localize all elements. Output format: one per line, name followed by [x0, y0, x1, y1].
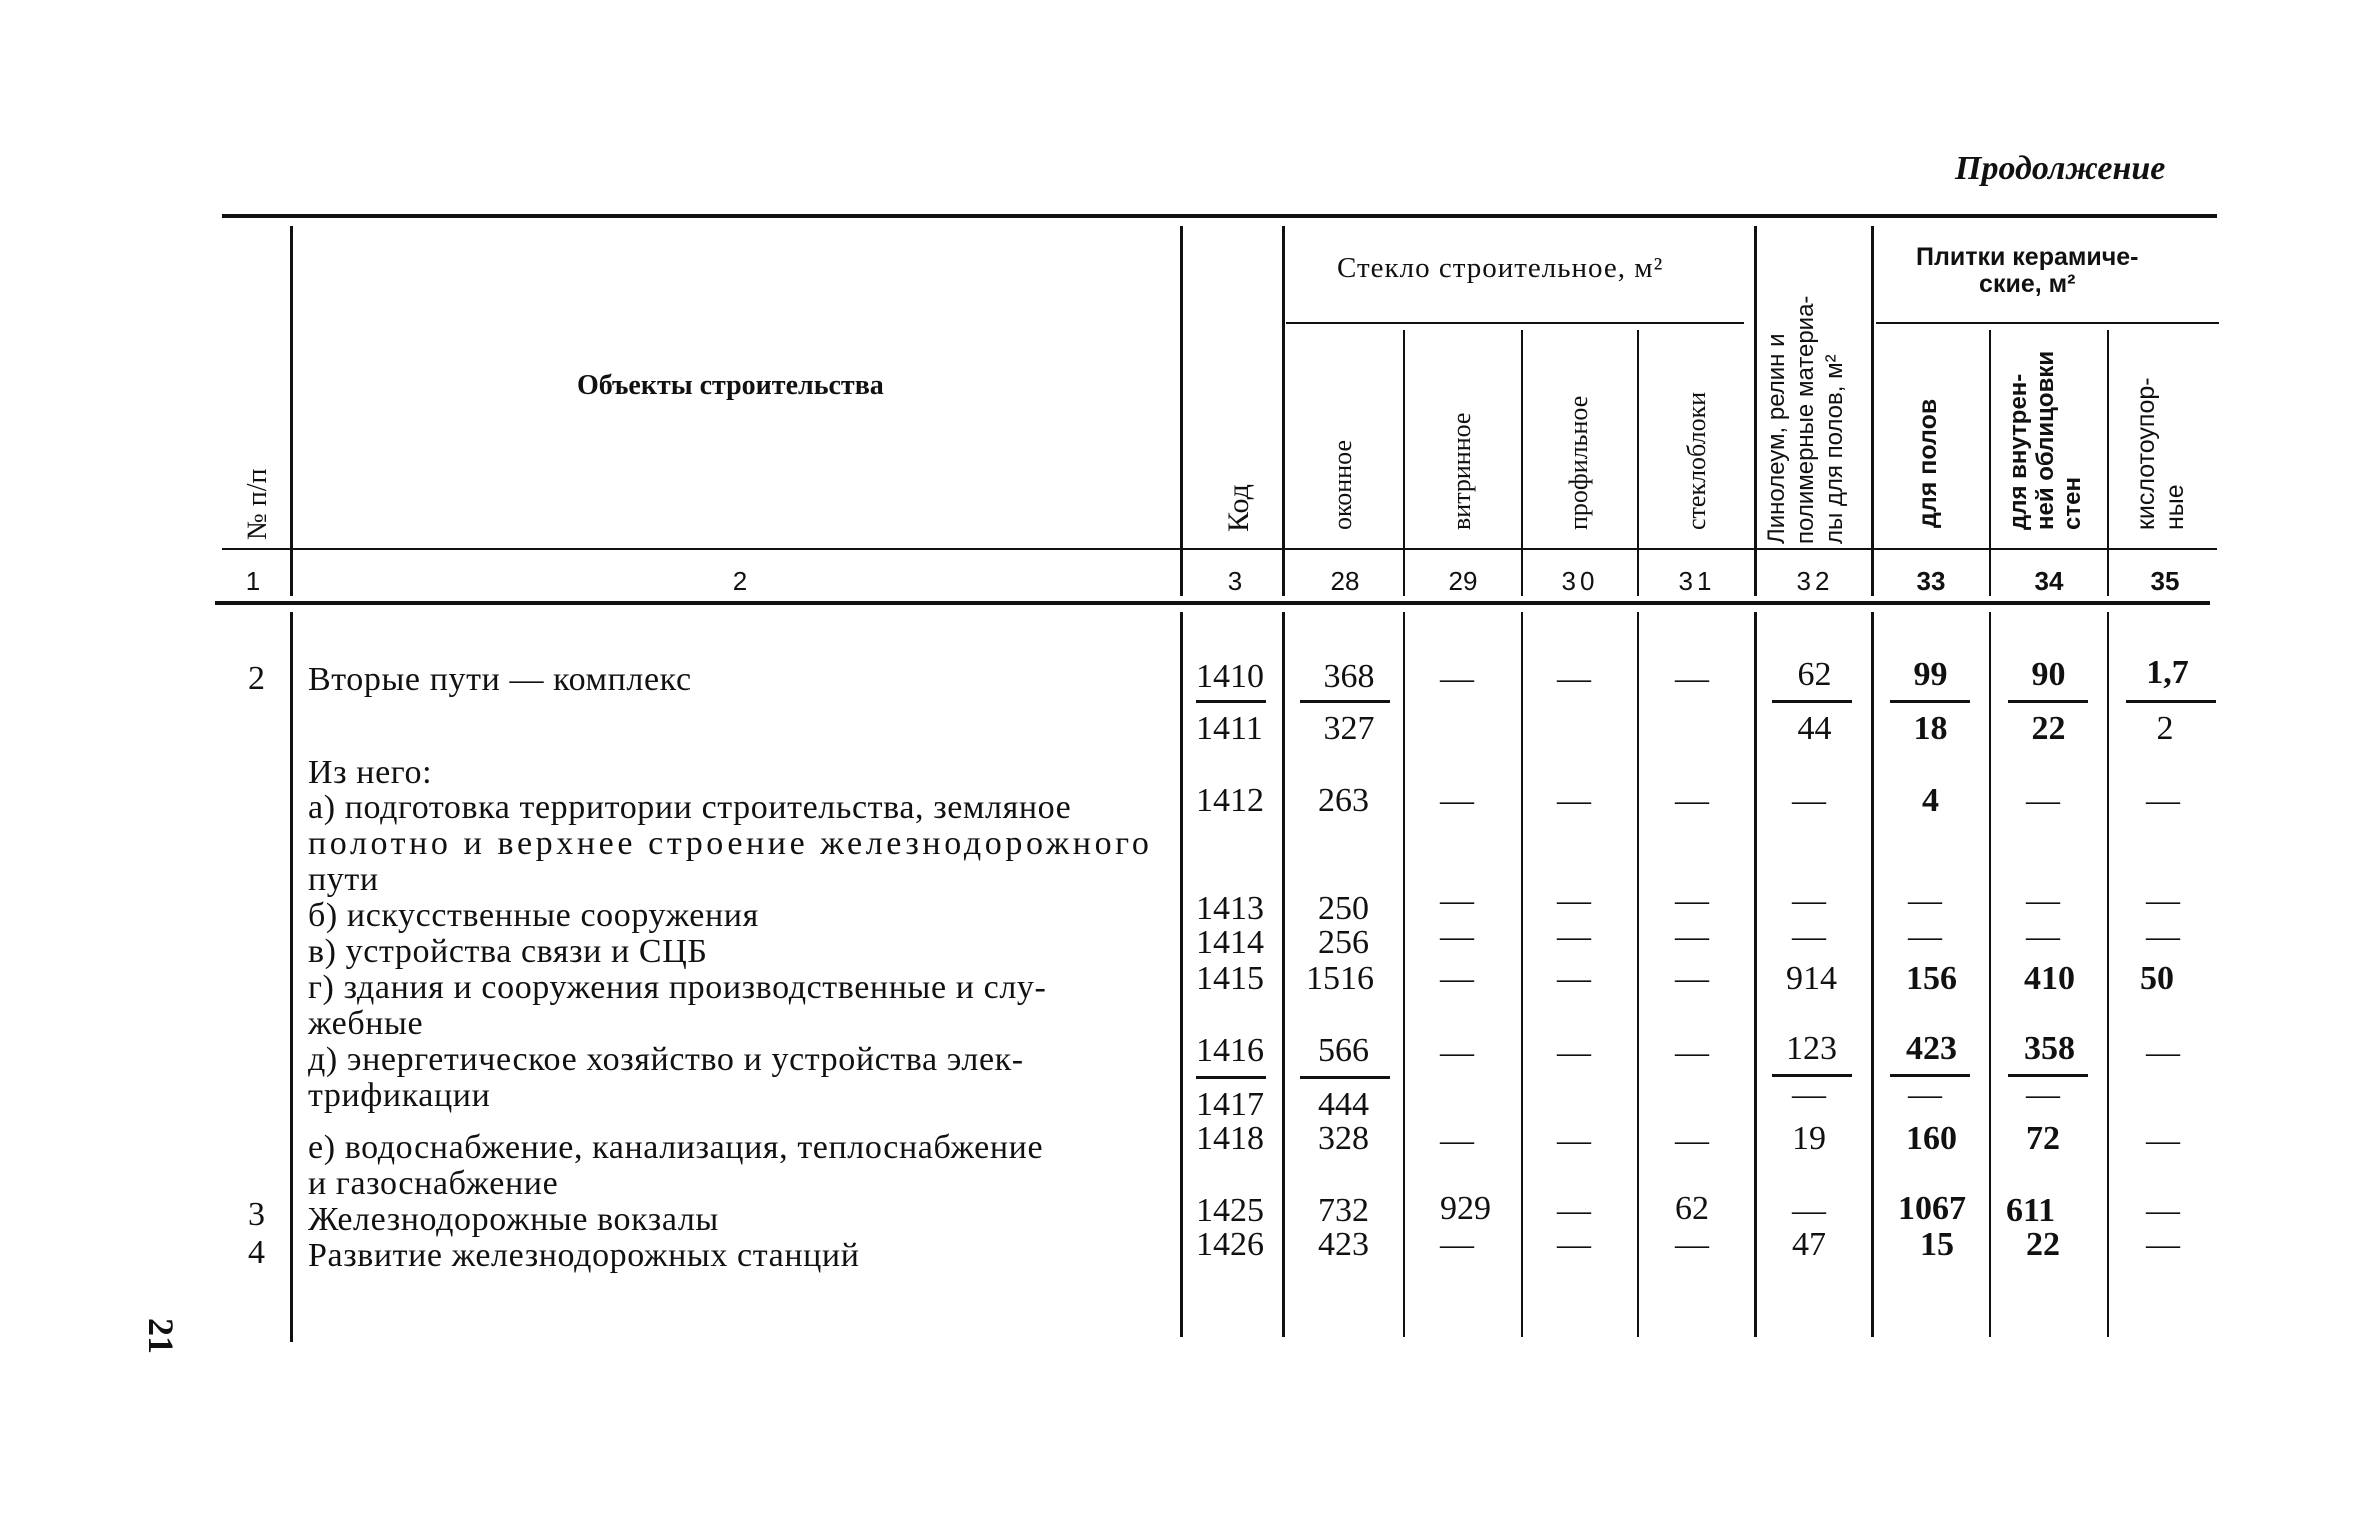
fraction-bar	[1196, 1076, 1266, 1079]
colnum-bottom-rule	[215, 601, 2210, 605]
c34: 72	[2026, 1120, 2060, 1157]
c30: —	[1557, 782, 1591, 819]
c33: 4	[1922, 782, 1939, 819]
row-number: 2	[248, 660, 265, 697]
object-name-line: полотно и верхнее строение железнодорожного	[308, 825, 1153, 862]
c34: 90	[2031, 656, 2066, 693]
c28: 250	[1318, 890, 1369, 927]
c35: 2	[2156, 710, 2174, 747]
c32: 62	[1797, 656, 1832, 693]
subheading: Из него:	[308, 754, 433, 791]
col-divider	[290, 226, 293, 596]
c31: —	[1675, 1034, 1709, 1071]
header-linoleum	[1762, 296, 1849, 544]
colnum-31: 31	[1678, 566, 1716, 596]
c34: 358	[2024, 1030, 2075, 1067]
c28: 327	[1323, 710, 1375, 747]
c31: —	[1675, 1122, 1709, 1159]
c35: —	[2146, 1192, 2180, 1229]
col-divider	[1403, 330, 1405, 596]
c34: 22	[2026, 1226, 2060, 1263]
c35: —	[2146, 782, 2180, 819]
c32: —	[1792, 1076, 1826, 1113]
c28: 423	[1318, 1226, 1369, 1263]
c32: 19	[1792, 1120, 1826, 1157]
header-tiles-line: ские, м²	[1979, 270, 2076, 298]
c32: 47	[1792, 1226, 1826, 1263]
col-divider	[1521, 612, 1523, 1337]
header-glass-showcase: витринное	[1447, 412, 1476, 530]
c35: 1,7	[2146, 654, 2189, 691]
c30: —	[1557, 660, 1591, 697]
c33: 160	[1906, 1120, 1957, 1157]
page-number: 21	[141, 1318, 181, 1354]
colnum-35: 35	[2150, 566, 2180, 596]
col-divider	[1521, 330, 1523, 596]
c28: 368	[1323, 658, 1375, 695]
col-divider	[1871, 226, 1874, 596]
header-tiles-acid-line: ные	[2161, 484, 2189, 530]
c30: —	[1557, 918, 1591, 955]
colnum-2: 2	[732, 566, 748, 596]
c34: 410	[2024, 960, 2075, 997]
fraction-bar	[1300, 700, 1390, 703]
c30: —	[1557, 1226, 1591, 1263]
object-name-line: жебные	[308, 1005, 424, 1042]
header-tiles-wall-line: стен	[2059, 477, 2086, 530]
col-divider	[290, 612, 293, 1342]
object-name: б) искусственные сооружения	[308, 897, 759, 934]
c29: —	[1440, 1034, 1474, 1071]
c28: 1516	[1306, 960, 1374, 997]
c31: —	[1675, 782, 1709, 819]
c33: 423	[1906, 1030, 1957, 1067]
col-divider	[1403, 612, 1405, 1337]
object-name: Вторые пути — комплекс	[308, 661, 692, 698]
fraction-bar	[1300, 1076, 1390, 1079]
c35: —	[2146, 918, 2180, 955]
c28: 566	[1318, 1032, 1369, 1069]
col-divider	[1989, 330, 1991, 596]
c33: —	[1908, 1076, 1942, 1113]
c29: 929	[1440, 1190, 1491, 1227]
colnum-30: 30	[1561, 566, 1599, 596]
c29: —	[1440, 960, 1474, 997]
object-name-line: и газоснабжение	[308, 1165, 559, 1202]
c33: 99	[1913, 656, 1948, 693]
c35: —	[2146, 882, 2180, 919]
header-tiles-floor: для полов	[1914, 398, 1942, 528]
c33: —	[1908, 882, 1942, 919]
c28: 256	[1318, 924, 1369, 961]
object-name-line: трификации	[308, 1077, 491, 1114]
header-glass-group: Стекло строительное, м²	[1337, 252, 1664, 284]
code: 1413	[1196, 890, 1264, 927]
col-divider	[2107, 330, 2109, 596]
code: 1416	[1196, 1032, 1264, 1069]
code: 1425	[1196, 1192, 1264, 1229]
c29: —	[1440, 782, 1474, 819]
c33: 1067	[1898, 1190, 1966, 1227]
row-number: 4	[248, 1234, 265, 1271]
col-divider	[2107, 612, 2109, 1337]
code: 1412	[1196, 782, 1264, 819]
header-tiles-acid	[2132, 377, 2190, 530]
col-divider	[1637, 330, 1639, 596]
tiles-group-rule	[1876, 322, 2219, 324]
c33: 18	[1913, 710, 1948, 747]
c31: —	[1675, 1226, 1709, 1263]
code: 1418	[1196, 1120, 1264, 1157]
c33: 156	[1906, 960, 1957, 997]
colnum-32: 32	[1796, 566, 1834, 596]
col-divider	[1282, 612, 1285, 1337]
c35: —	[2146, 1034, 2180, 1071]
code: 1417	[1196, 1086, 1264, 1123]
header-tiles-wall	[2005, 351, 2086, 530]
col-divider	[1754, 226, 1757, 596]
colnum-1: 1	[245, 566, 261, 596]
fraction-bar	[1890, 700, 1970, 703]
row-number: 3	[248, 1196, 265, 1233]
c31: —	[1675, 660, 1709, 697]
c29: —	[1440, 918, 1474, 955]
table-top-rule	[222, 214, 2217, 218]
object-name-line: д) энергетическое хозяйство и устройства элек-	[308, 1041, 1024, 1078]
object-name-line: е) водоснабжение, канализация, теплоснабжение	[308, 1129, 1044, 1166]
code: 1426	[1196, 1226, 1264, 1263]
header-tiles-acid-line: кислотоупор-	[2132, 377, 2160, 530]
header-linoleum-line: полимерные материа-	[1792, 295, 1819, 544]
c31: —	[1675, 960, 1709, 997]
c32: —	[1792, 1192, 1826, 1229]
c30: —	[1557, 1192, 1591, 1229]
c32: 44	[1797, 710, 1832, 747]
c32: —	[1792, 918, 1826, 955]
col-divider	[1180, 612, 1183, 1337]
col-divider	[1989, 612, 1991, 1337]
fraction-bar	[1196, 700, 1266, 703]
c29: —	[1440, 882, 1474, 919]
continuation-label: Продолжение	[1955, 150, 2166, 187]
c30: —	[1557, 1122, 1591, 1159]
code: 1410	[1196, 658, 1264, 695]
fraction-bar	[2008, 700, 2088, 703]
header-linoleum-line: Линолеум, релин и	[1763, 333, 1790, 544]
header-tiles-wall-line: ней облицовки	[2032, 350, 2059, 530]
colnum-28: 28	[1330, 566, 1360, 596]
header-bottom-rule	[222, 548, 2217, 550]
c35: —	[2146, 1122, 2180, 1159]
code: 1411	[1196, 710, 1263, 747]
header-objects: Объекты строительства	[577, 370, 884, 401]
object-name-line: пути	[308, 861, 379, 898]
colnum-29: 29	[1448, 566, 1478, 596]
c30: —	[1557, 960, 1591, 997]
col-divider	[1180, 226, 1183, 596]
c34: 22	[2031, 710, 2066, 747]
object-name: Железнодорожные вокзалы	[308, 1201, 719, 1238]
c28: 263	[1318, 782, 1369, 819]
c30: —	[1557, 1034, 1591, 1071]
object-name: Развитие железнодорожных станций	[308, 1237, 860, 1274]
code: 1415	[1196, 960, 1264, 997]
c31: 62	[1675, 1190, 1709, 1227]
object-name-line: г) здания и сооружения производственные и слу-	[308, 969, 1047, 1006]
c34: 611	[2006, 1192, 2056, 1229]
c29: —	[1440, 1122, 1474, 1159]
c34: —	[2026, 782, 2060, 819]
c31: —	[1675, 918, 1709, 955]
code: 1414	[1196, 924, 1264, 961]
c33: 15	[1920, 1226, 1954, 1263]
object-name-line: а) подготовка территории строительства, земляное	[308, 789, 1072, 826]
colnum-34: 34	[2034, 566, 2064, 596]
c30: —	[1557, 882, 1591, 919]
c35: —	[2146, 1226, 2180, 1263]
c33: —	[1908, 918, 1942, 955]
header-glass-window: оконное	[1328, 440, 1357, 530]
header-tiles-line: Плитки керамиче-	[1916, 243, 2139, 271]
fraction-bar	[1772, 700, 1852, 703]
fraction-bar	[2126, 700, 2216, 703]
header-glass-blocks: стеклоблоки	[1682, 391, 1711, 530]
colnum-3: 3	[1227, 566, 1243, 596]
header-tiles-group	[1916, 244, 2139, 298]
colnum-33: 33	[1916, 566, 1946, 596]
col-divider	[1637, 612, 1639, 1337]
col-divider	[1871, 612, 1874, 1337]
header-linoleum-line: лы для полов, м²	[1821, 354, 1848, 544]
c29: —	[1440, 660, 1474, 697]
c31: —	[1675, 882, 1709, 919]
c35: 50	[2140, 960, 2174, 997]
c28: 444	[1318, 1086, 1369, 1123]
col-divider	[1754, 612, 1757, 1337]
c34: —	[2026, 918, 2060, 955]
object-name: в) устройства связи и СЦБ	[308, 933, 708, 970]
header-no: № п/п	[242, 468, 273, 540]
c34: —	[2026, 882, 2060, 919]
c32: 123	[1786, 1030, 1837, 1067]
c29: —	[1440, 1226, 1474, 1263]
col-divider	[1282, 226, 1285, 596]
header-glass-profile: профильное	[1564, 395, 1593, 530]
c34: —	[2026, 1076, 2060, 1113]
c32: 914	[1786, 960, 1837, 997]
c32: —	[1792, 782, 1826, 819]
c32: —	[1792, 882, 1826, 919]
c28: 328	[1318, 1120, 1369, 1157]
header-code: Код	[1222, 484, 1255, 532]
header-tiles-wall-line: для внутрен-	[2005, 373, 2032, 530]
glass-group-rule	[1286, 322, 1744, 324]
c28: 732	[1318, 1192, 1369, 1229]
